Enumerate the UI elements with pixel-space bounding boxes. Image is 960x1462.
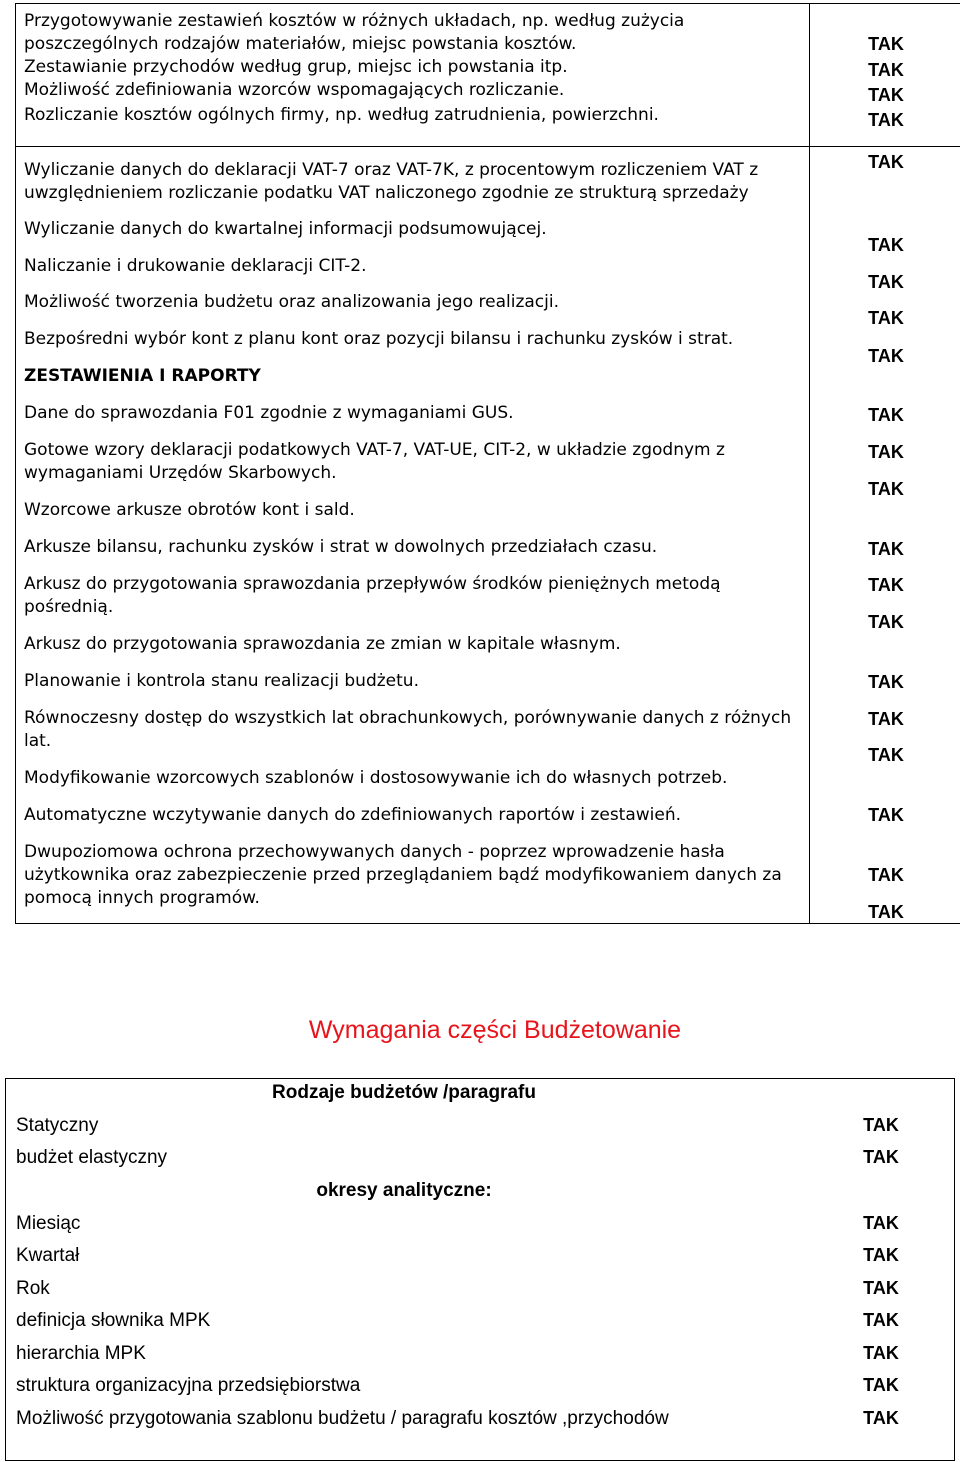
answer-cell — [810, 147, 960, 924]
item-text: Równoczesny dostęp do wszystkich lat obrachunkowych, porównywanie danych z różnych lat. — [24, 708, 792, 751]
item-text: Naliczanie i drukowanie deklaracji CIT-2. — [24, 256, 367, 276]
item-text: Wyliczanie danych do kwartalnej informacji podsumowującej. — [24, 219, 547, 239]
budget-row-value: TAK — [863, 1375, 899, 1395]
budget-row-label: Miesiąc — [16, 1213, 81, 1234]
answer-cell — [810, 4, 960, 147]
item-text: Dwupoziomowa ochrona przechowywanych danych - poprzez wprowadzenie hasła użytkownika oraz zabezpieczenie przed przeglądaniem bądź modyfikowaniem danych za pomocą innych programów. — [24, 842, 782, 908]
budget-table — [5, 1078, 955, 1461]
item-text: Gotowe wzory deklaracji podatkowych VAT-7, VAT-UE, CIT-2, w układzie zgodnym z wymaganiami Urzędów Skarbowych. — [24, 440, 725, 483]
budget-row-value: TAK — [863, 1408, 899, 1428]
budget-row-value: TAK — [863, 1343, 899, 1363]
budget-row-label: struktura organizacyjna przedsiębiorstwa — [16, 1375, 361, 1396]
item-text: Zestawianie przychodów według grup, miejsc ich powstania itp. — [24, 57, 568, 77]
answer-value: TAK — [868, 865, 904, 885]
item-text: Przygotowywanie zestawień kosztów w różnych układach, np. według zużycia poszczególnych rodzajów materiałów, miejsc powstania kosztów. — [24, 11, 685, 54]
answer-value: TAK — [868, 539, 904, 559]
answer-value: TAK — [868, 60, 904, 80]
answer-value: TAK — [868, 346, 904, 366]
answer-value: TAK — [868, 235, 904, 255]
budget-row-label: definicja słownika MPK — [16, 1310, 211, 1331]
item-text: Możliwość zdefiniowania wzorców wspomagających rozliczanie. — [24, 80, 565, 100]
table-row — [16, 147, 960, 924]
item-text: Automatyczne wczytywanie danych do zdefiniowanych raportów i zestawień. — [24, 805, 682, 825]
budget-row-label: Statyczny — [16, 1115, 99, 1136]
item-text: Wyliczanie danych do deklaracji VAT-7 oraz VAT-7K, z procentowym rozliczeniem VAT z uwzględnieniem rozliczanie podatku VAT naliczonego zgodnie ze strukturą sprzedaży — [24, 160, 759, 203]
answer-value: TAK — [868, 152, 904, 172]
budget-row-label: hierarchia MPK — [16, 1343, 146, 1364]
budget-row-value: TAK — [863, 1213, 899, 1233]
answer-value: TAK — [868, 272, 904, 292]
description-cell — [16, 147, 810, 924]
budget-row-value: TAK — [863, 1310, 899, 1330]
item-text: Modyfikowanie wzorcowych szablonów i dostosowywanie ich do własnych potrzeb. — [24, 768, 728, 788]
functions-table — [15, 3, 960, 924]
item-text: Rozliczanie kosztów ogólnych firmy, np. według zatrudnienia, powierzchni. — [24, 105, 659, 125]
item-text: Możliwość tworzenia budżetu oraz analizowania jego realizacji. — [24, 292, 560, 312]
answer-value: TAK — [868, 575, 904, 595]
answer-value: TAK — [868, 34, 904, 54]
item-text: Planowanie i kontrola stanu realizacji budżetu. — [24, 671, 419, 691]
answer-value: TAK — [868, 85, 904, 105]
budget-row-value: TAK — [863, 1115, 899, 1135]
budget-row-label: Rok — [16, 1278, 50, 1299]
budget-table-header: Rodzaje budżetów /paragrafu — [272, 1082, 536, 1103]
description-cell — [16, 4, 810, 147]
item-text: Bezpośredni wybór kont z planu kont oraz pozycji bilansu i rachunku zysków i strat. — [24, 329, 734, 349]
answer-value: TAK — [868, 902, 904, 922]
item-text: Arkusz do przygotowania sprawozdania przepływów środków pieniężnych metodą pośrednią. — [24, 574, 721, 617]
budget-row-label: Możliwość przygotowania szablonu budżetu / paragrafu kosztów ,przychodów — [16, 1408, 669, 1429]
budget-row-value: TAK — [863, 1147, 899, 1167]
answer-value: TAK — [868, 442, 904, 462]
answer-value: TAK — [868, 672, 904, 692]
item-text: Dane do sprawozdania F01 zgodnie z wymaganiami GUS. — [24, 403, 514, 423]
answer-value: TAK — [868, 110, 904, 130]
item-text: Arkusz do przygotowania sprawozdania ze zmian w kapitale własnym. — [24, 634, 621, 654]
item-text: Wzorcowe arkusze obrotów kont i sald. — [24, 500, 355, 520]
section-heading: ZESTAWIENIA I RAPORTY — [24, 366, 261, 386]
answer-value: TAK — [868, 612, 904, 632]
budget-row-label: Kwartał — [16, 1245, 80, 1266]
answer-value: TAK — [868, 308, 904, 328]
item-text: Arkusze bilansu, rachunku zysków i strat w dowolnych przedziałach czasu. — [24, 537, 658, 557]
budget-row-value: TAK — [863, 1278, 899, 1298]
budget-subheader: okresy analityczne: — [316, 1180, 492, 1201]
budget-row-label: budżet elastyczny — [16, 1147, 168, 1168]
answer-value: TAK — [868, 805, 904, 825]
answer-value: TAK — [868, 745, 904, 765]
answer-value: TAK — [868, 405, 904, 425]
budget-row-value: TAK — [863, 1245, 899, 1265]
answer-value: TAK — [868, 709, 904, 729]
table-row — [16, 4, 960, 147]
section-title: Wymagania części Budżetowanie — [308, 1016, 682, 1044]
answer-value: TAK — [868, 479, 904, 499]
